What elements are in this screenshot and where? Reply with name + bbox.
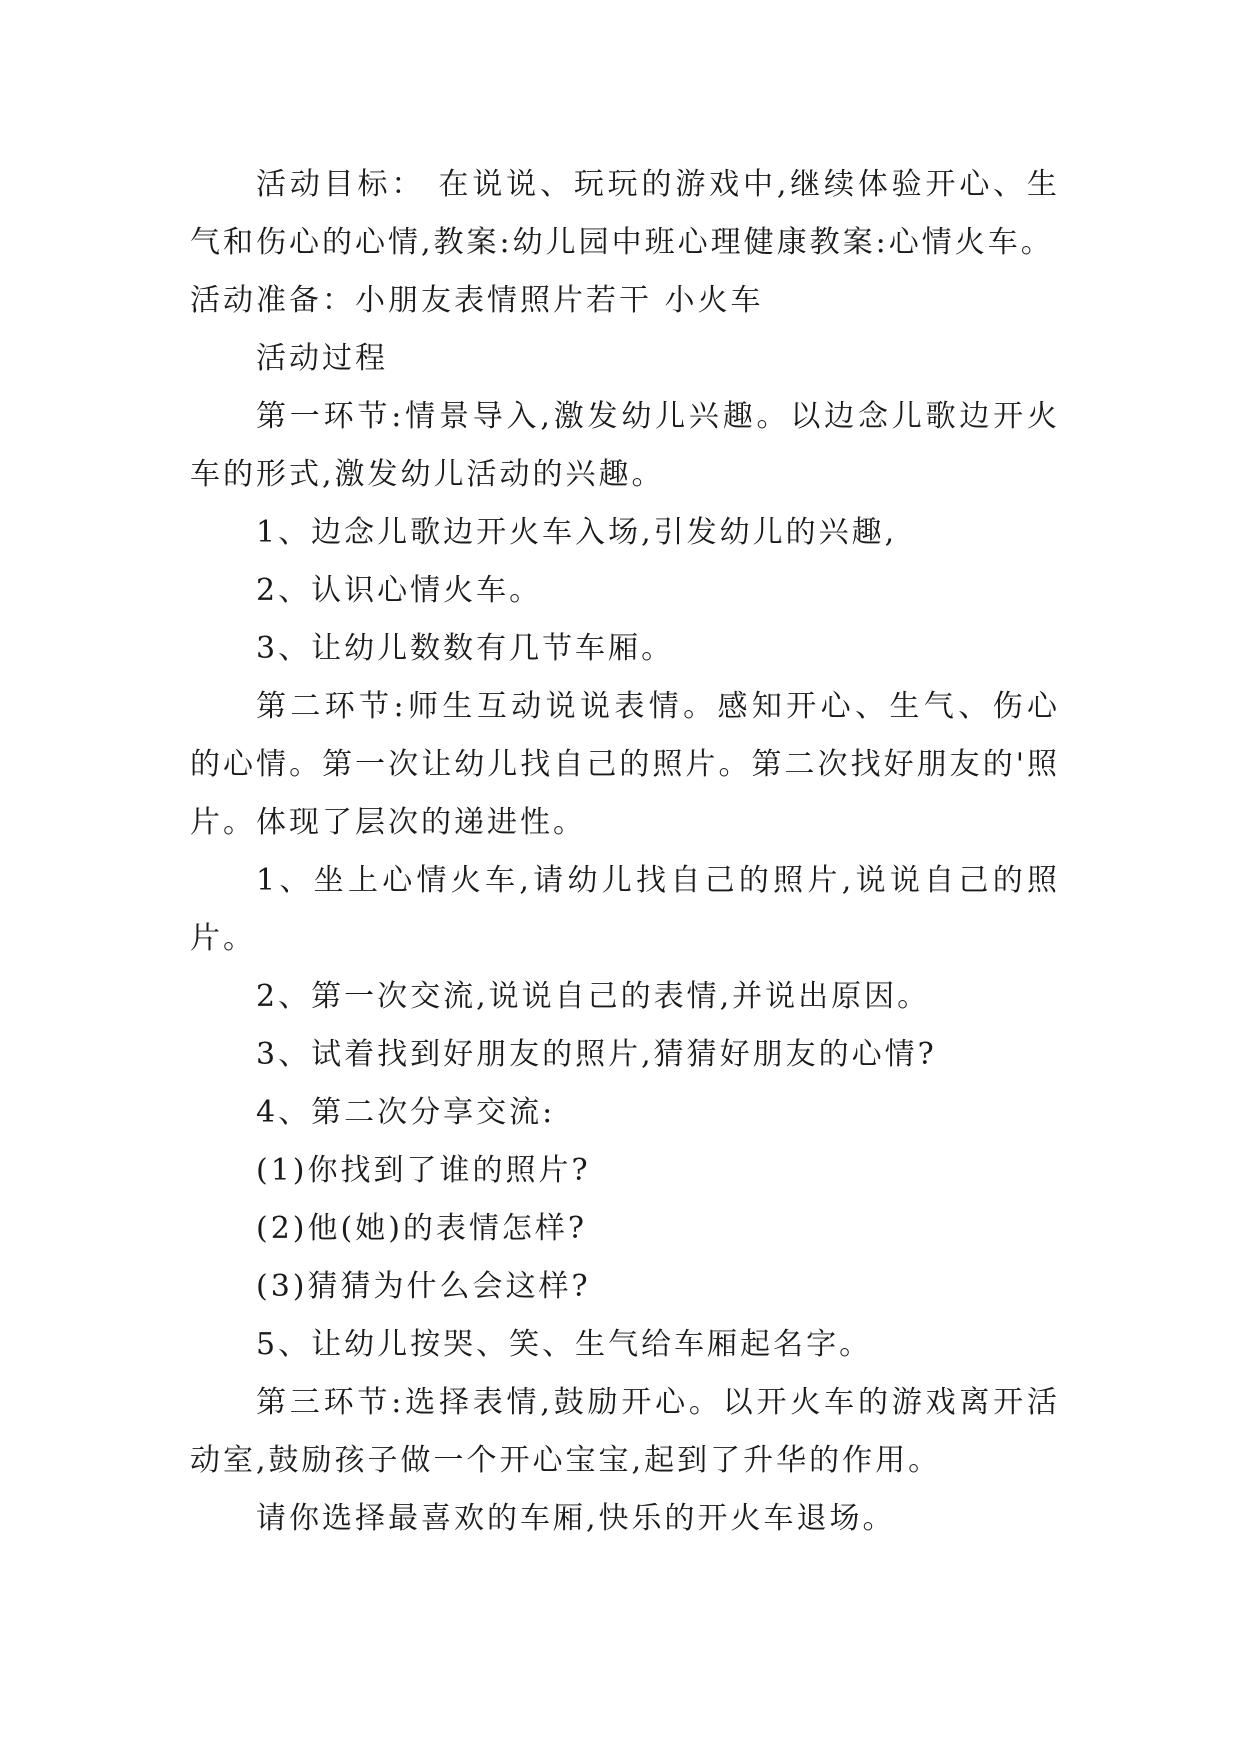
- list-item: 5、让幼儿按哭、笑、生气给车厢起名字。: [256, 1327, 873, 1362]
- list-item: 1、边念儿歌边开火车入场,引发幼儿的兴趣,: [256, 515, 898, 550]
- paragraph-activity-goal: 活动目标： 在说说、玩玩的游戏中,继续体验开心、生气和伤心的心情,教案:幼儿园中班心理健康教案:心情火车。: [190, 167, 1060, 260]
- paragraph-section-two: 第二环节:师生互动说说表情。感知开心、生气、伤心的心情。第一次让幼儿找自己的照片。第二次找好朋友的'照片。体现了层次的递进性。: [190, 689, 1060, 840]
- list-item: 2、第一次交流,说说自己的表情,并说出原因。: [256, 979, 931, 1014]
- list-item: 4、第二次分享交流:: [256, 1095, 556, 1130]
- paragraph-section-one: 第一环节:情景导入,激发幼儿兴趣。以边念儿歌边开火车的形式,激发幼儿活动的兴趣。: [190, 399, 1060, 492]
- sub-list-item: (2)他(她)的表情怎样?: [256, 1211, 587, 1246]
- paragraph-closing: 请你选择最喜欢的车厢,快乐的开火车退场。: [256, 1501, 896, 1536]
- list-item: 3、让幼儿数数有几节车厢。: [256, 631, 675, 666]
- paragraph-section-three: 第三环节:选择表情,鼓励开心。以开火车的游戏离开活动室,鼓励孩子做一个开心宝宝,起到了升华的作用。: [190, 1385, 1060, 1478]
- document-body: [190, 156, 1060, 1548]
- list-item: 1、坐上心情火车,请幼儿找自己的照片,说说自己的照片。: [190, 863, 1060, 956]
- sub-list-item: (1)你找到了谁的照片?: [256, 1153, 591, 1188]
- list-item: 2、认识心情火车。: [256, 573, 543, 608]
- sub-list-item: (3)猜猜为什么会这样?: [256, 1269, 591, 1304]
- list-item: 3、试着找到好朋友的照片,猜猜好朋友的心情?: [256, 1037, 937, 1072]
- paragraph-activity-preparation: 活动准备：小朋友表情照片若干 小火车: [190, 283, 764, 318]
- paragraph-activity-process-heading: 活动过程: [256, 341, 388, 376]
